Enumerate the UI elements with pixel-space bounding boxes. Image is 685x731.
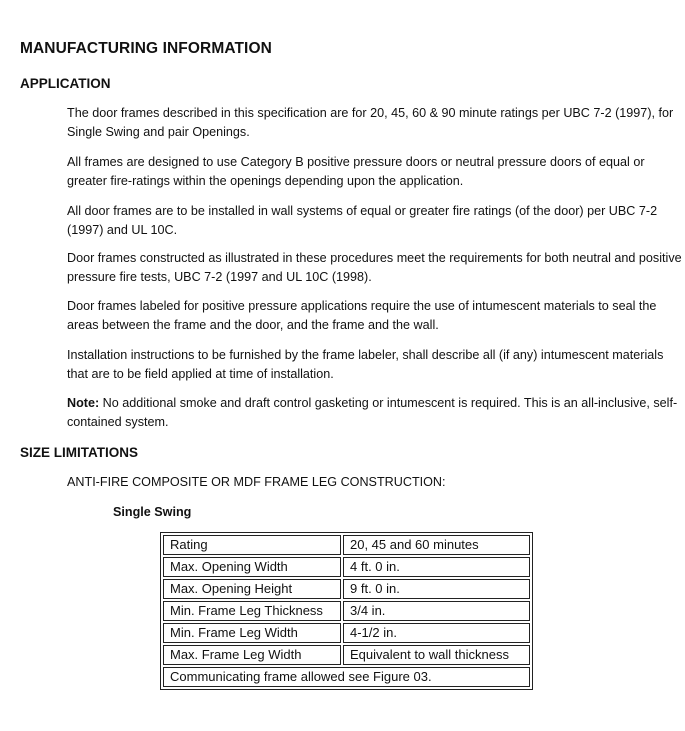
application-paragraph: All door frames are to be installed in wall systems of equal or greater fire ratings (of the door) per UBC 7-2 (1997) and UL 10C. (67, 204, 658, 237)
table-row (163, 645, 530, 665)
section-heading-application: APPLICATION (20, 76, 111, 91)
row-label: Max. Opening Height (163, 579, 341, 599)
table-title: Single Swing (113, 505, 192, 519)
construction-subheading: ANTI-FIRE COMPOSITE OR MDF FRAME LEG CONSTRUCTION: (67, 475, 446, 489)
row-label: Max. Opening Width (163, 557, 341, 577)
row-label: Min. Frame Leg Width (163, 623, 341, 643)
application-paragraph: All frames are designed to use Category B positive pressure doors or neutral pressure doors of equal or greater fire-ratings within the openings depending upon the application. (67, 155, 645, 188)
page-title: MANUFACTURING INFORMATION (20, 40, 272, 57)
application-paragraph: Installation instructions to be furnished by the frame labeler, shall describe all (if any) intumescent materials that are to be field applied at time of installation. (67, 348, 664, 381)
table-row (163, 535, 530, 555)
row-value: 9 ft. 0 in. (343, 579, 530, 599)
row-value: 3/4 in. (343, 601, 530, 621)
table-row (163, 601, 530, 621)
row-label: Max. Frame Leg Width (163, 645, 341, 665)
application-paragraph: The door frames described in this specification are for 20, 45, 60 & 90 minute ratings per UBC 7-2 (1997), for Single Swing and pair Openings. (67, 106, 674, 139)
application-paragraph: Door frames labeled for positive pressure applications require the use of intumescent materials to seal the areas between the frame and the door, and the frame and the wall. (67, 299, 657, 332)
footer-cell: Communicating frame allowed see Figure 03. (163, 667, 530, 687)
table-row (163, 557, 530, 577)
table-footer-row (163, 667, 530, 687)
row-value: Equivalent to wall thickness (343, 645, 530, 665)
row-label: Rating (163, 535, 341, 555)
table-row (163, 579, 530, 599)
note-paragraph (67, 394, 682, 432)
row-value: 20, 45 and 60 minutes (343, 535, 530, 555)
row-label: Min. Frame Leg Thickness (163, 601, 341, 621)
section-heading-size-limitations: SIZE LIMITATIONS (20, 445, 138, 460)
application-paragraph: Door frames constructed as illustrated in these procedures meet the requirements for both neutral and positive pressure fire tests, UBC 7-2 (1997 and UL 10C (1998). (67, 251, 682, 284)
table-row (163, 623, 530, 643)
note-label: Note: (67, 396, 100, 410)
row-value: 4 ft. 0 in. (343, 557, 530, 577)
row-value: 4-1/2 in. (343, 623, 530, 643)
size-limitations-table (160, 532, 533, 690)
note-text: No additional smoke and draft control gasketing or intumescent is required. This is an all-inclusive, self-contained system. (67, 396, 678, 429)
